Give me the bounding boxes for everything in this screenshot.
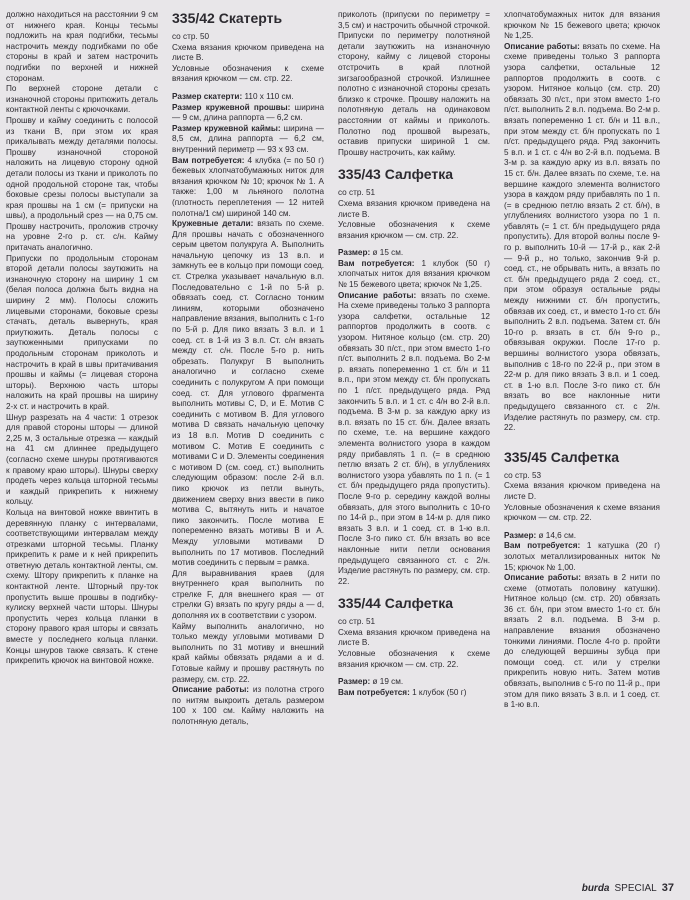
kaima-spec: Размер кружевной каймы: ширина — 8,5 см, длина раппорта — 6,2 см, внутренний периметр — 93 x 93 см. [172,123,324,154]
text-continued: приколоть (припуски по периметру = 3,5 см) и настрочить обычной строчкой. Припуски по периметру полотняной детали заутюжить на изнаночную сторону, кайму с лицевой стороны отстрочить в край плотной зигзагообразной строчкой. Излишнее полотно с изнаночной стороны срезать близко к строчке. Прошву наложить на полотняную деталь на одинаковом расстоянии от каймы и приколоть. Полотно под прошвой вырезать, оставив припуски шириной 1 см. Прошву настрочить, как кайму. [338,10,490,157]
section-title-335-43: 335/43 Салфетка [338,166,453,183]
page-footer [582,882,674,894]
work-description: Описание работы: вязать по схеме. На схеме приведены только 3 раппорта узора салфетки, остальные 12 раппортов продолжить в соотв. с узором. Нитяное кольцо (см. стр. 20) обвязать 30 п/ст., при этом вместо 1-го п/ст. выполнить 2 в.п. подъема. Во 2-м р. вязать попеременно 1 ст. б/н и 11 в.п., при этом между ст. б/н пропускать по 1 п/ст. предыдущего ряда. Ряд закончить 5 в.п. и 1 ст. с 4/н во 2-й в.п. подъема. В 3-м р. за каждую арку из в.п. вязать по 15 ст. б/н. Далее вязать по схеме, т.е. на вершине каждого элемента волнистого узора в каждом ряду прибавлять 1 п. (= в среднюю петлю вязать 2 ст. б/н), в углублениях волнистого узора убавлять по 1 п. (= 1 ст. б/н предыдущего ряда пропустить). После 9-го р. середину каждой волны обвязать, для этого выполнить с 10-го по 14-й р., при этом в 14-м р. для пико вязать 3 в.п. и 1 соед. ст. в 1-ю в.п. После 3-го пико ст. б/н вязать во все наклонные нити петли основания предыдущего связанного ст. с 2/н. Изделие растянуть по размеру, см. стр. 22. [338,290,490,586]
work-description: Описание работы: из полотна строго по нитям выкроить деталь размером 100 x 100 см. Кайму наложить на полотняную деталь, [172,685,324,726]
column-1 [6,10,158,882]
kaima-text: Кайму выполнить аналогично, но только между угловыми мотивами D выполнить по 31 мотиву и внешний край каймы обвязать рядами a и d. Готовые кайму и прошву растянуть по размеру, см. стр. 22. [172,621,324,684]
column-3 [338,10,490,882]
source-page: со стр. 51 [338,617,376,627]
legend-note: Условные обозначения к схеме вязания крючком — см. стр. 22. [172,63,324,84]
text-curtain-3: Прошву и кайму соединить с полосой из ткани В, при этом их края прикалывать между деталями полосы. Прошву изнаночной стороной наложить на лицевую сторону одной детали полосы из ткани и приколоть по одной продольной стороне так, чтобы боковые срезы полосы выступали за края прошвы на 1 см (= припуски на швы), а продольный срез — на 0,75 см. Прошву настрочить, проложив строчку на уровне 2-го р. ст. с/н. Кайму притачать аналогично. [6,115,158,253]
materials: Вам потребуется: 1 клубок (50 г) [338,687,467,697]
edge-text: Для выравнивания краев (для внутреннего края выполнить по стрелке F, для внешнего края — от стрелки G) вязать по кругу ряды a — d, дополняя их в соответствии с узором. [172,568,324,621]
column-4 [504,10,660,882]
section-title-335-42: 335/42 Скатерть [172,10,283,26]
footer-label: SPECIAL [614,883,657,894]
scheme-note: Схема вязания крючком приведена на листе В. [338,627,490,648]
size-spec: Размер: ø 14,6 см. [504,530,576,540]
column-2 [172,10,324,882]
section-title-335-44: 335/44 Салфетка [338,595,453,612]
lace-details: Кружевные детали: вязать по схеме. Для прошвы начать с обозначенного серым цветом полукруга А. Выполнить начальную цепочку из 13 в.п. и замкнуть ее в кольцо при помощи соед. ст. Стрелка указывает начальную в.п. Последовательно с 1-й по 5-й р. обвязать соед. ст. Согласно тонким линиям, которыми обозначено направление вязания, выполнить с 1-го по 5-й р. Для пико вязать 3 в.п. и 1 соед. ст. в 1-й из 3 в.п. Ст. с/н вязать между ст. с/н. После 5-го р. нить обрезать. Полукруг В выполнить аналогично и согласно схеме соединить с полукругом А при помощи соед. ст. Для углового фрагмента выполнить мотивы С, D, и Е. Мотив С соединить с мотивом В. Для углового мотива D связать начальную цепочку из 18 в.п. Мотив D соединить с мотивом С. Мотив Е соединить с мотивами С и D. Элементы соединения с мотивом D (см. соед. ст.) выполнить следующим образом: после 2-й в.п. пико крючок из петли вынуть, движением сверху вниз ввести в пико мотива С, вытянуть нить и начатое пико закончить. После мотива Е попеременно вязать мотивы В и А. Между угловыми мотивами D выполнить по 17 мотивов. Последний мотив соединить с первым = рамка. [172,219,324,568]
size-spec: Размер скатерти: 110 x 110 см. [172,91,294,101]
source-page: со стр. 51 [338,188,376,198]
text-curtain-4: Припуски по продольным сторонам второй детали полосы заутюжить на изнаночную сторону на ширину 1 см (белая полоса должна быть видна на ширину 2 мм). Полосы сложить лицевыми сторонами, боковые срезы стачать, деталь вывернуть, края приутюжить. Деталь полосы с заутюженными припусками по продольным сторонам приколоть и настрочить в край в швы притачивания прошвы и каймы (= лицевая сторона шторы). Верхнюю часть шторы наложить на край прошвы на ширину 2-х ст. и настрочить в край. [6,253,158,411]
legend-note: Условные обозначения к схеме вязания крючком — см. стр. 22. [338,649,490,669]
page-number: 37 [661,882,674,894]
text-curtain-2: По верхней стороне детали с изнаночной стороны притюжить деталь контактной ленты с крючочками. [6,84,158,115]
source-page: со стр. 53 [504,470,542,480]
legend-note: Условные обозначения к схеме вязания крючком — см. стр. 22. [504,502,660,523]
materials: Вам потребуется: 1 катушка (20 г) золотых металлизированных ниток № 15; крючок № 1,00. [504,541,660,572]
source-page: со стр. 50 [172,32,210,41]
prosh-spec: Размер кружевной прошвы: ширина — 9 см, длина раппорта — 6,2 см. [172,102,324,123]
work-description: Описание работы: вязать в 2 нити по схеме (отмотать половину катушки). Нитяное кольцо (см. стр. 20) обвязать 36 ст. б/н, при этом вместо 1-го ст. б/н вязать 2 в.п. подъема. В 3-м р. направление вязания обозначено тонкими линиями. После 4-го р. пройти до следующей вершины зубца при помощи соед. ст. или у стрелки прикрепить новую нить. Затем мотив обвязать, выполнив с 5-го по 11-й р., при этом для пико вязать 3 в.п. и 1 соед. ст. в 1-ю в.п. [504,573,660,710]
text-curtain-6: Кольца на винтовой ножке ввинтить в деревянную планку с интервалами, соответствующими интервалам между отрезками шторной тесьмы. Планку прикрепить к раме и к ней прикрепить ответную деталь контактной ленты, см. схему. Штору прикрепить к планке на контактной ленте. Шторный пру-ток пропустить выше прошвы в подгибку-кулиску верхней части шторы. Шнуры пропустить через кольца планки в сторону правого края шторы и связать вместе у последнего кольца планки. Концы шнуров также связать. К стене прикрепить крючок на винтовой ножке. [6,507,158,666]
materials: Вам потребуется: 4 клубка (= по 50 г) бежевых хлопчатобумажных ниток для вязания крючком № 10; крючок № 1. А также: 1,00 м льняного полотна (плотность переплетения — 12 нитей полотна/1 см) шириной 140 см. [172,155,324,218]
brand-logo: burda [581,883,610,894]
size-spec: Размер: ø 15 см. [338,248,404,258]
materials: Вам потребуется: 1 клубок (50 г) хлопчатых ниток для вязания крючком № 15 бежевого цвета; крючок № 1,25. [338,258,490,290]
section-title-335-45: 335/45 Салфетка [504,448,619,465]
text-curtain-1: должно находиться на расстоянии 9 см от нижнего края. Концы тесьмы подложить на края подгибки, тесьмы настрочить между подгибками по обе стороны в край и затем настрочить подгибки по верхней и нижней сторонам. [6,10,158,83]
scheme-note: Схема вязания крючком приведена на листе D. [504,481,660,501]
text-continued: хлопчатобумажных ниток для вязания крючком № 15 бежевого цвета; крючок № 1,25. [504,10,660,41]
scheme-note: Схема вязания крючком приведена на листе В. [338,198,490,219]
legend-note: Условные обозначения к схеме вязания крючком — см. стр. 22. [338,220,490,240]
scheme-note: Схема вязания крючком приведена на листе В. [172,42,324,63]
work-description: Описание работы: вязать по схеме. На схеме приведены только 3 раппорта узора салфетки, остальные 12 раппортов продолжить в соотв. с узором. Нитяное кольцо (см. стр. 20) обвязать 30 п/ст., при этом вместо 1-го п/ст. выполнить 2 в.п. подъема. Во 2-м р. вязать попеременно 1 ст. б/н и 11 в.п., при этом между ст. б/н пропускать по 1 п/ст. предыдущего ряда. Ряд закончить 5 в.п. и 1 ст. с 4/н во 2-й в.п. подъема. В 3-м р. за каждую арку из в.п. вязать по 15 ст. б/н. Далее вязать по схеме, т.е. на вершине каждого элемента волнистого узора в каждом ряду прибавлять по 1 п. (= в среднюю петлю вязать 2 ст. б/н), в углублениях волнистого узора по 1 п. убавлять (= 1 ст. б/н предыдущего ряда пропустить). Для второй волны после 9-го р. выполнить 10-й — 17-й р., как 2-й — 9-й р., но только, закончив 9-й р. соед. ст., не обрывать нить, а вязать по ст. б/н предыдущего ряда 2 соед. ст., при этом образуя остальные ряды между нижними ст. б/н пропустить, обвязав их соед. ст., и вместо 1-го ст. б/н выполнить 2 в.п. подъема. Затем ст. б/н 10-го р. вязать в ст. б/н 9-го р., обвязывая окружки. После 17-го р. вершины волнистого узора обвязать, выполнив с 18-го по 22-й р., при этом в 22-м р. для пико вязать 3 в.п. и 1 соед. ст. в 1-ю в.п. После 3-го пико ст. б/н вязать во все наклонные нити предыдущего связанного ст. с 2/н. Изделие растянуть по размеру, см. стр. 22. [504,41,660,433]
text-curtain-5: Шнур разрезать на 4 части: 1 отрезок для правой стороны шторы — длиной 2,25 м, 3 остальные отрезка — каждый на 41 см длиннее предыдущего (согласно схеме шнуры протягиваются к правому краю шторы). Шнуры сверху продеть через кольца шторной тесьмы и каждый прикрепить к нижнему кольцу. [6,412,158,507]
size-spec: Размер: ø 19 см. [338,677,404,687]
